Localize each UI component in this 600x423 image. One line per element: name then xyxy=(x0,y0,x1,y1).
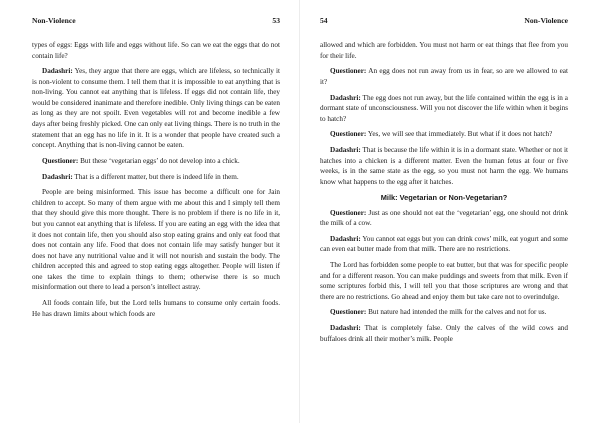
paragraph-text: All foods contain life, but the Lord tells humans to consume only certain foods. He has drawn limits about which foods are xyxy=(32,298,280,318)
page-number: 53 xyxy=(272,16,280,25)
paragraph-text: That is completely false. Only the calves of the wild cows and buffaloes drink all their mother’s milk. People xyxy=(320,324,568,343)
speaker-label: Questioner: xyxy=(330,208,367,217)
paragraph xyxy=(320,129,568,140)
paragraph-text: An egg does not run away from us in fear, so are we allowed to eat it? xyxy=(320,67,568,86)
speaker-label: Questioner: xyxy=(42,156,79,165)
right-page-header xyxy=(320,16,568,28)
paragraph xyxy=(320,307,568,318)
paragraph-text: But these ‘vegetarian eggs’ do not develop into a chick. xyxy=(78,156,240,165)
right-page xyxy=(300,0,600,423)
paragraph-text: types of eggs: Eggs with life and eggs without life. So can we eat the eggs that do not contain life? xyxy=(32,41,280,60)
paragraph xyxy=(32,156,280,167)
paragraph xyxy=(320,323,568,344)
paragraph-text: People are being misinformed. This issue has become a difficult one for Jain children to accept. So many of them argue with me about this and I simply tell them that they should give this more thought. There is no problem if there is no life in it, but you cannot eat anything that is lifeless. If you are eating an egg with the idea that it does not contain life, then you should also stop eating grains and only eat food that does not contain any life. Food that does not contain life may satisfy hunger but it does not have any nutritional value and it will not nourish and sustain the body. The children accepted this and agreed to stop eating eggs altogether. People will listen if one takes the time to explain things to them; otherwise there is so much misinformation out there to lead a person’s intellect astray. xyxy=(32,188,280,292)
paragraph-text: But nature had intended the milk for the calves and not for us. xyxy=(366,308,547,317)
paragraph-text: Yes, we will see that immediately. But what if it does not hatch? xyxy=(366,130,553,139)
speaker-label: Questioner: xyxy=(330,67,367,76)
paragraph xyxy=(32,187,280,292)
paragraph xyxy=(32,172,280,183)
paragraph xyxy=(32,40,280,61)
right-page-body xyxy=(320,40,568,344)
paragraph-text: Yes, they argue that there are eggs, which are lifeless, so technically it is non-violent to consume them. I tell them that it is impossible to eat anything that is non-living. You cannot eat anything that is lifeless. If eggs did not contain life, they would be considered inanimate and therefore inedible. Only living things can be eaten as long as they are not spoilt. Even vegetables will rot and become inedible a few days after being freshly picked. One can only eat living things. There is no truth in the statement that an egg has no life in it. It is a wonder that people have created such a concept. Anything that is non-living cannot be eaten. xyxy=(32,67,280,150)
paragraph xyxy=(320,260,568,302)
speaker-label: Questioner: xyxy=(330,308,367,317)
page-number: 54 xyxy=(320,16,328,25)
speaker-label: Dadashri: xyxy=(330,146,361,155)
paragraph-text: You cannot eat eggs but you can drink cows’ milk, eat yogurt and some can even eat butter made from that milk. There are no restrictions. xyxy=(320,234,568,254)
paragraph xyxy=(320,145,568,187)
paragraph-text: Just as one should not eat the ‘vegetarian’ egg, one should not drink the milk of a cow. xyxy=(320,208,568,228)
speaker-label: Dadashri: xyxy=(330,93,361,102)
paragraph xyxy=(32,298,280,319)
paragraph xyxy=(32,66,280,150)
section-heading: Milk: Vegetarian or Non-Vegetarian? xyxy=(380,192,508,202)
paragraph xyxy=(320,93,568,125)
paragraph xyxy=(320,234,568,255)
left-page-header xyxy=(32,16,280,28)
running-title: Non-Violence xyxy=(524,16,568,25)
paragraph-text: That is a different matter, but there is indeed life in them. xyxy=(72,172,239,181)
speaker-label: Dadashri: xyxy=(42,172,73,181)
paragraph-text: That is because the life within it is in a dormant state. Whether or not it hatches into a chicken is a different matter. Even the human fetus at four or five weeks, is in the same state as the egg, so you must not harm the egg. We humans know what happens to the egg after it hatches. xyxy=(320,146,568,186)
left-page-body xyxy=(32,40,280,319)
speaker-label: Dadashri: xyxy=(42,67,73,76)
paragraph xyxy=(320,40,568,61)
paragraph xyxy=(320,208,568,229)
speaker-label: Dadashri: xyxy=(330,234,361,243)
running-title: Non-Violence xyxy=(32,16,76,25)
paragraph-text: The Lord has forbidden some people to eat butter, but that was for specific people and for a different reason. You can make puddings and sweets from that milk. Even if some scriptures forbid this, I will tell you that those scriptures are wrong and that there are no restrictions. Go ahead and enjoy them but take care not to overindulge. xyxy=(320,261,568,301)
speaker-label: Dadashri: xyxy=(330,324,361,333)
speaker-label: Questioner: xyxy=(330,130,367,139)
paragraph xyxy=(320,66,568,87)
paragraph-text: The egg does not run away, but the life contained within the egg is in a dormant state of unconsciousness. Will you not discover the life within when it begins to hatch? xyxy=(320,93,568,123)
paragraph-text: allowed and which are forbidden. You must not harm or eat things that flee from you for their life. xyxy=(320,41,568,60)
